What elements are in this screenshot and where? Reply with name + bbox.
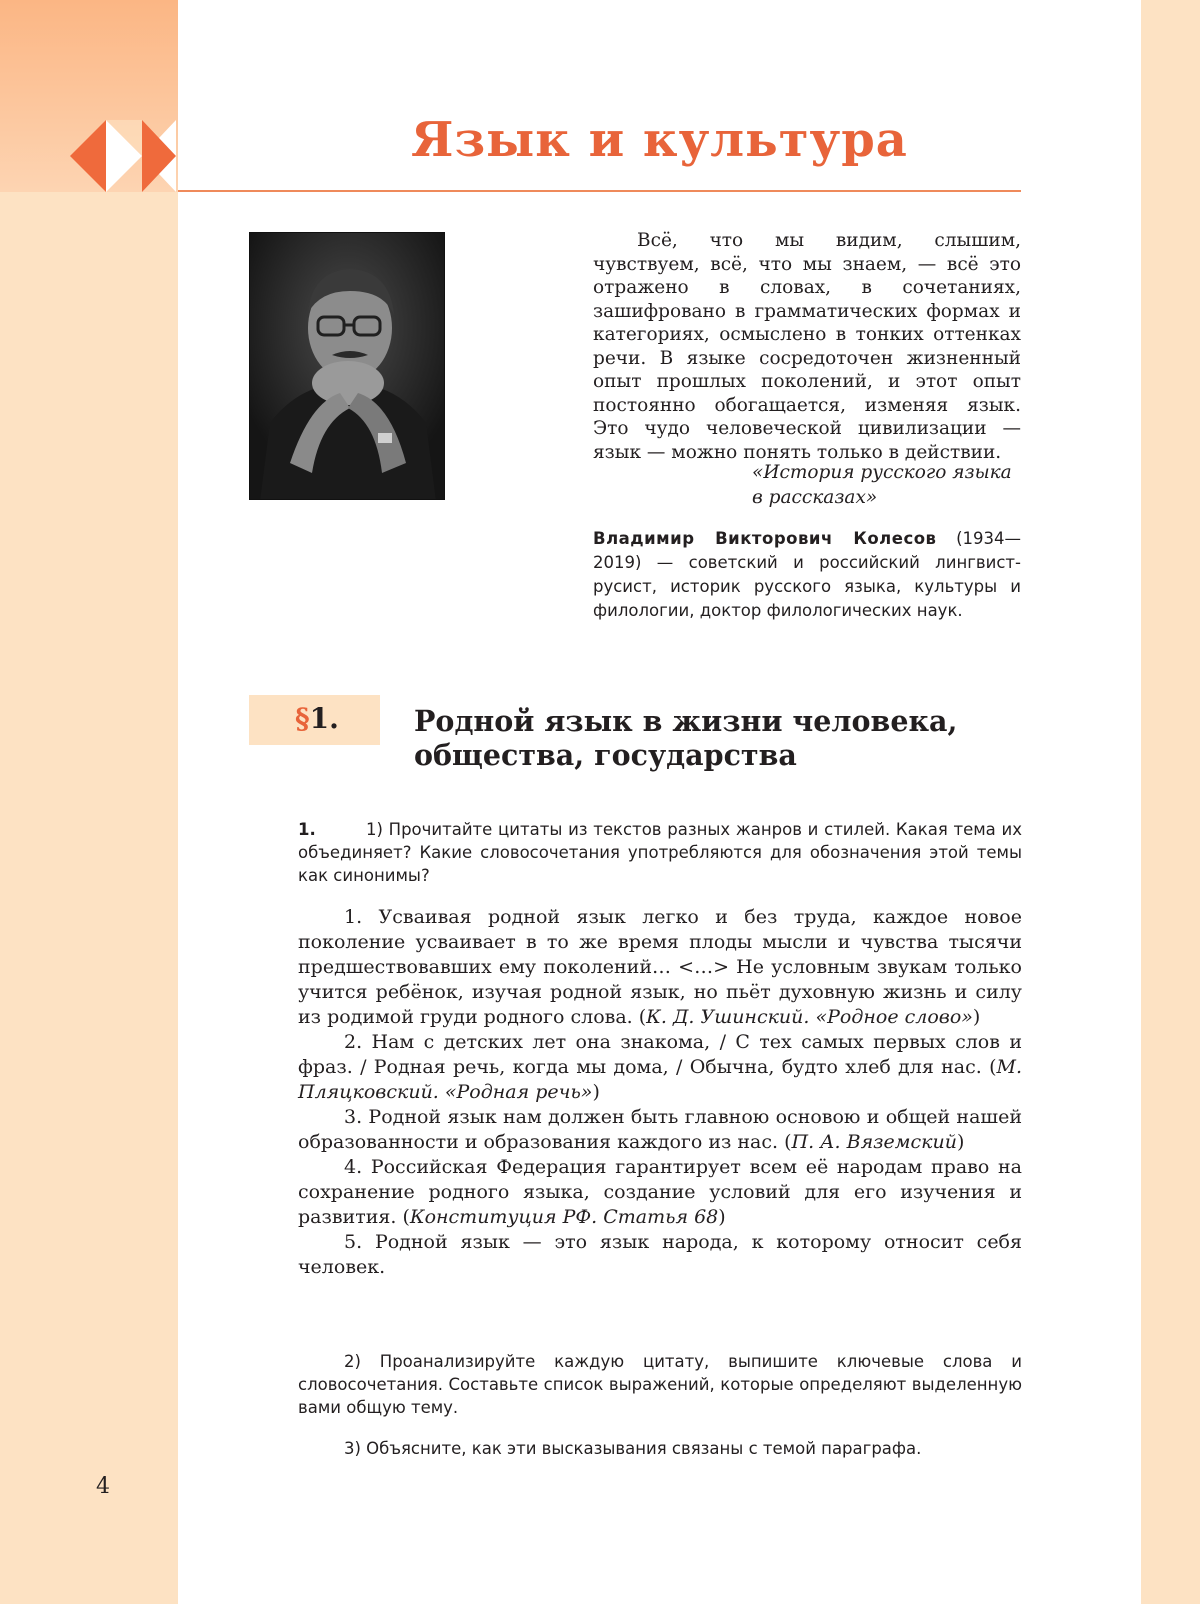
task-part-2: 2) Проанализируйте каждую цитату, выпишите ключевые слова и словосочетания. Составьте список выражений, которые определяют выделенную вами общую тему. bbox=[298, 1352, 1022, 1417]
quote-item: 4. Российская Федерация гарантирует всем её народам право на сохранение родного языка, создание условий для его изучения и развития. (Конституция РФ. Статья 68) bbox=[298, 1156, 1022, 1228]
author-bio-text: (1934—2019) — советский и российский лингвист-русист, историк русского языка, культуры и филологии, доктор филологических наук. bbox=[593, 529, 1021, 620]
section-number-value: 1. bbox=[309, 702, 339, 735]
left-margin-band bbox=[0, 0, 178, 1604]
section-title: Родной язык в жизни человека, общества, государства bbox=[414, 704, 958, 772]
quotes-block bbox=[298, 905, 1022, 1280]
page-number-ornament bbox=[70, 1458, 180, 1522]
title-divider bbox=[178, 190, 1021, 192]
author-bio bbox=[593, 527, 1021, 623]
right-margin-band bbox=[1141, 0, 1200, 1604]
epigraph-text: Всё, что мы видим, слышим, чувствуем, всё, что мы знаем, — всё это отражено в словах, в сочетаниях, зашифровано в грамматических формах и категориях, осмыслено в тонких оттенках речи. В языке сосредоточен жизненный опыт прошлых поколений, и этот опыт постоянно обогащается, изменяя язык. Это чудо человеческой цивилизации — язык — можно понять только в действии. bbox=[593, 230, 1021, 463]
epigraph-source-line: «История русского языка bbox=[752, 462, 1012, 483]
quote-source: П. А. Вяземский bbox=[791, 1131, 957, 1153]
paragraph-sign: § bbox=[295, 702, 310, 735]
quote-item: 5. Родной язык — это язык народа, к которому относит себя человек. bbox=[298, 1231, 1022, 1278]
portrait-photo bbox=[249, 232, 445, 500]
task-part-1-text: 1) Прочитайте цитаты из текстов разных жанров и стилей. Какая тема их объединяет? Какие словосочетания употребляются для обозначения этой темы как синонимы? bbox=[298, 820, 1022, 885]
task-part-3: 3) Объясните, как эти высказывания связаны с темой параграфа. bbox=[344, 1439, 922, 1458]
chapter-title: Язык и культура bbox=[411, 112, 908, 168]
quote-item: 3. Родной язык нам должен быть главною основою и общей нашей образованности и образования каждого из нас. (П. А. Вяземский) bbox=[298, 1106, 1022, 1153]
quote-item: 2. Нам с детских лет она знакома, / С тех самых первых слов и фраз. / Родная речь, когда мы дома, / Обычна, будто хлеб для нас. (М. Пляцковский. «Родная речь») bbox=[298, 1031, 1022, 1103]
task-number: 1. bbox=[298, 820, 316, 839]
quote-source: К. Д. Ушинский. «Родное слово» bbox=[646, 1006, 973, 1028]
epigraph-source bbox=[752, 460, 1032, 510]
chapter-ornament bbox=[70, 120, 180, 192]
page-number: 4 bbox=[96, 1474, 110, 1499]
author-name: Владимир Викторович Колесов bbox=[593, 529, 937, 548]
section-number bbox=[295, 702, 339, 735]
epigraph-source-line: в рассказах» bbox=[752, 487, 878, 508]
quote-source: М. Пляцковский. «Родная речь» bbox=[298, 1056, 1022, 1103]
task-part-1 bbox=[298, 818, 1022, 887]
quote-item: 1. Усваивая родной язык легко и без труда, каждое новое поколение усваивает в то же время плоды мысли и чувства тысячи предшествовавших ему поколений… <…> Не условным звукам только учится ребёнок, изучая родной язык, но пьёт духовную жизнь и силу из родимой груди родного слова. (К. Д. Ушинский. «Родное слово») bbox=[298, 906, 1022, 1028]
quote-source: Конституция РФ. Статья 68 bbox=[409, 1206, 719, 1228]
